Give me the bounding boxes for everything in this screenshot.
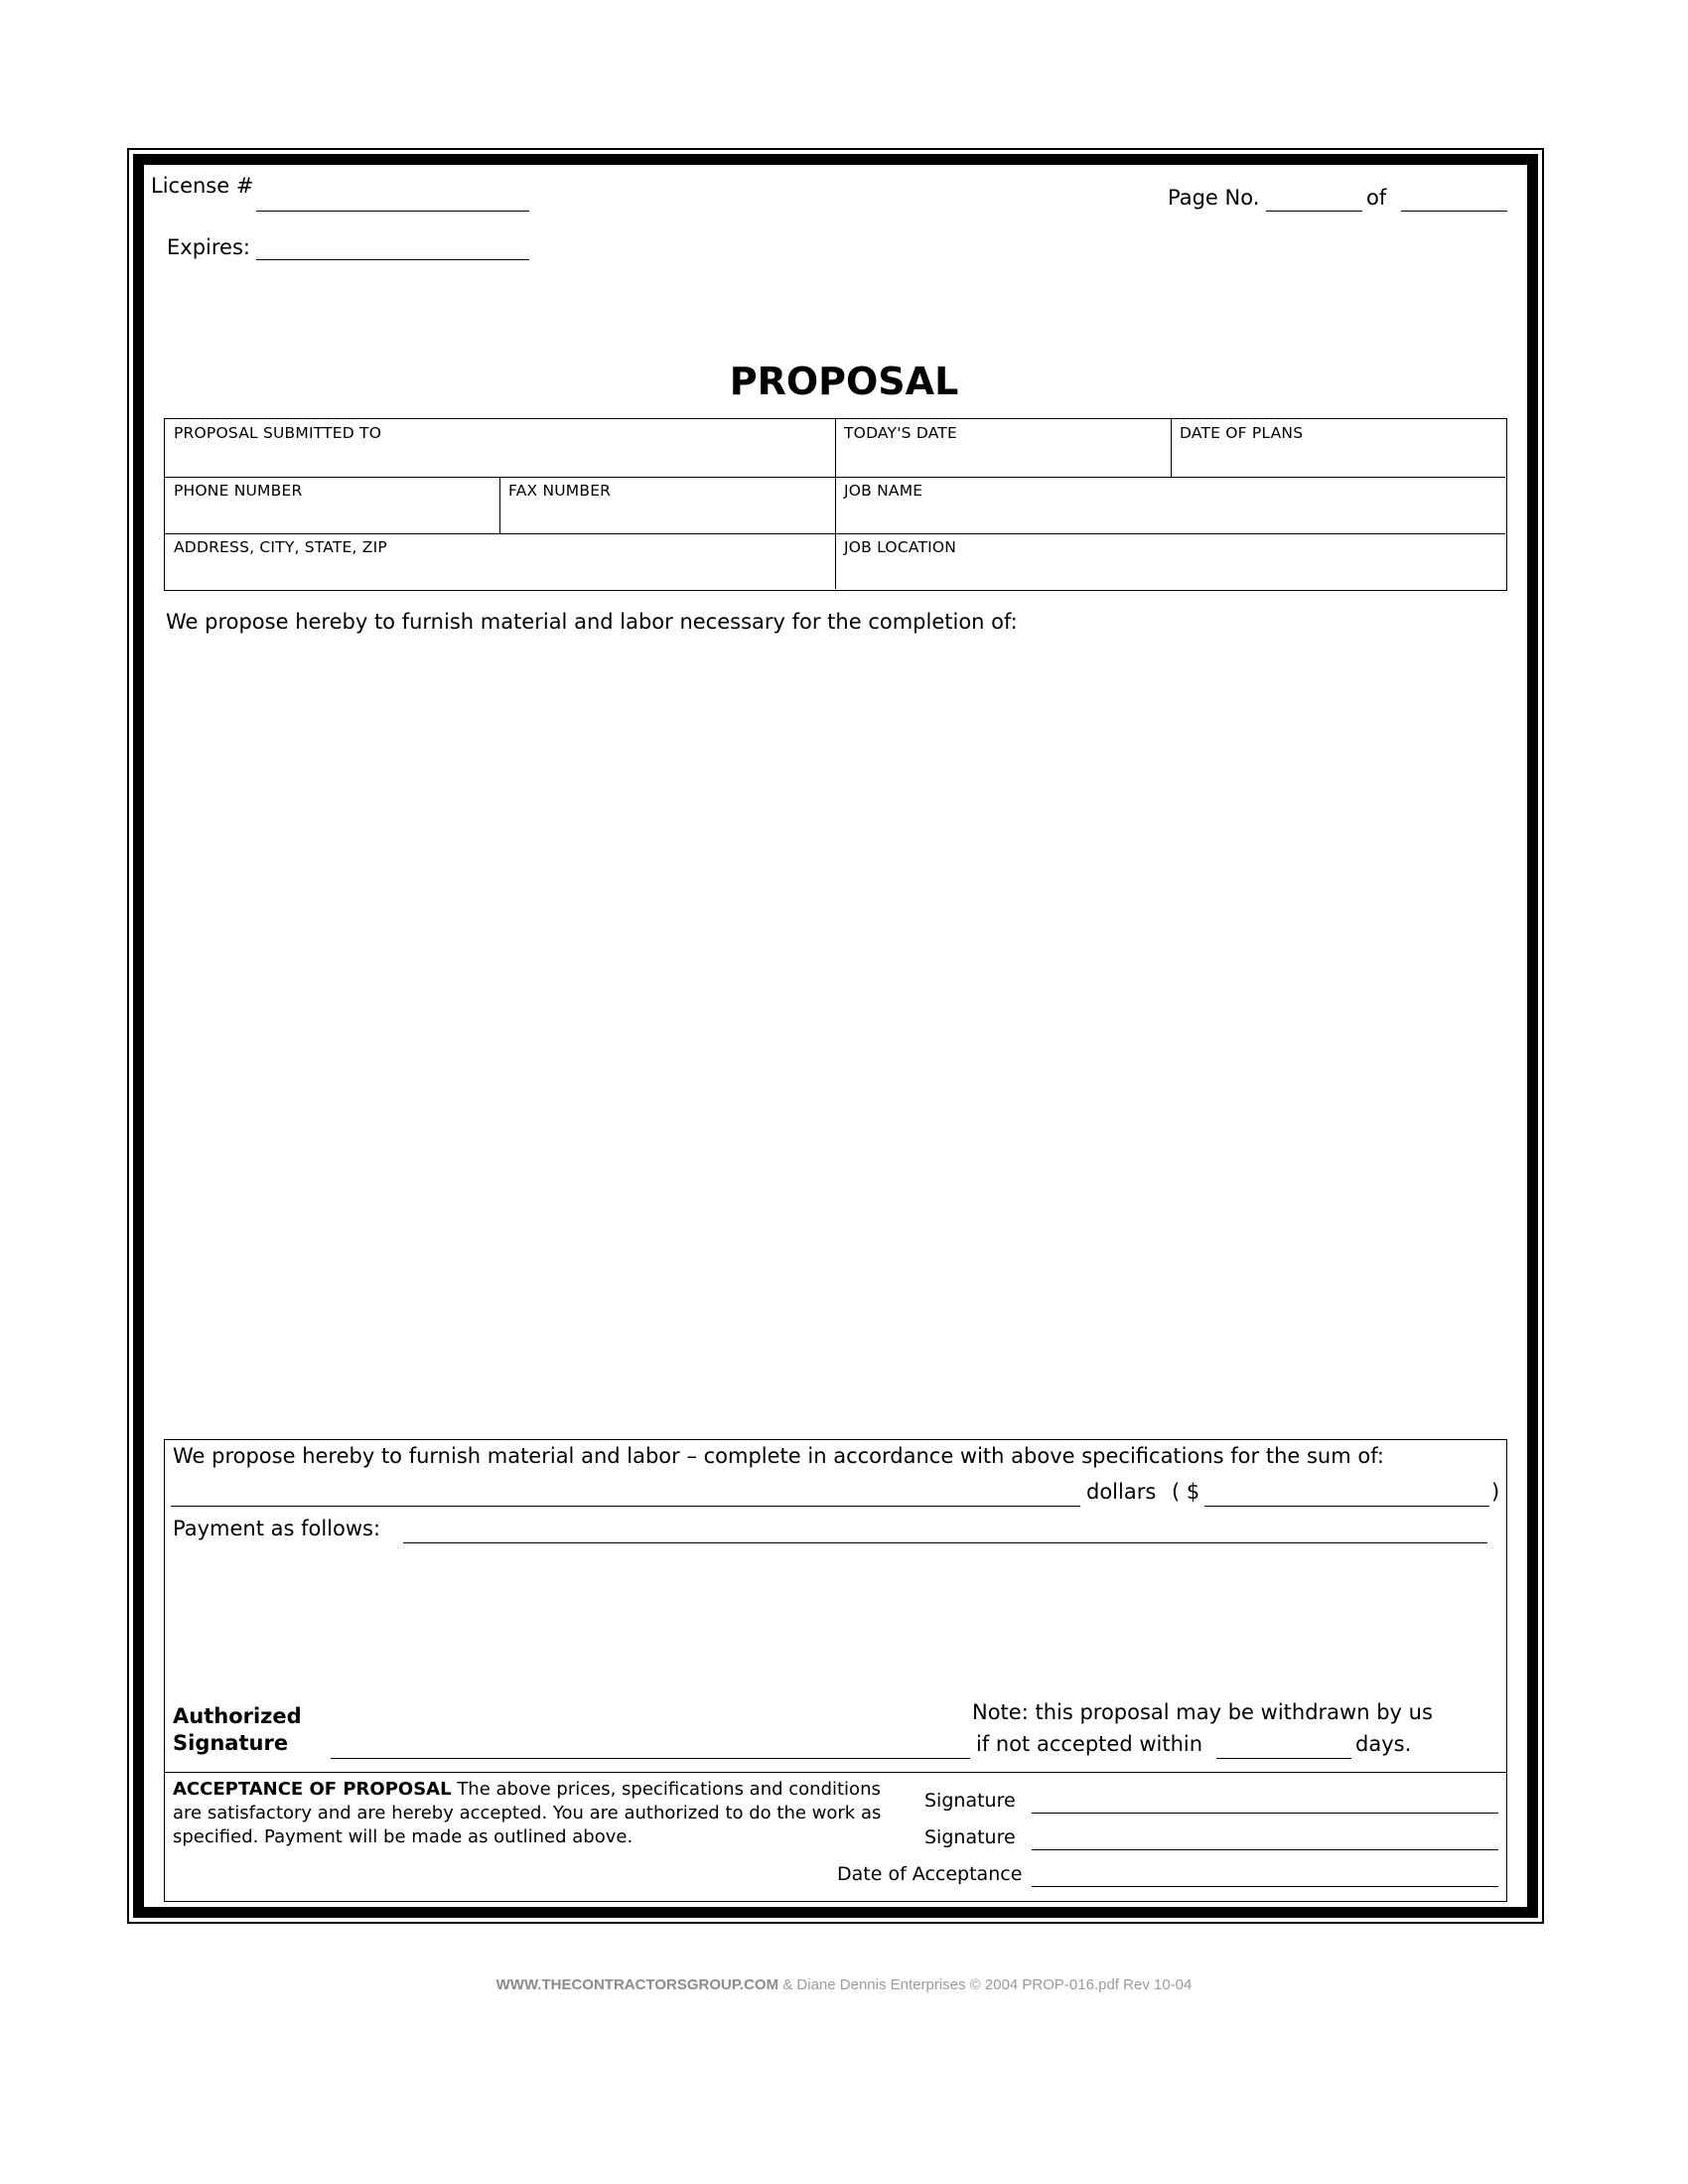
sum-intro-text: We propose hereby to furnish material and labor – complete in accordance with above specifications for the sum of: xyxy=(173,1444,1384,1468)
address-field[interactable] xyxy=(165,533,835,589)
fax-number-label: FAX NUMBER xyxy=(508,482,612,500)
sum-in-words-field[interactable] xyxy=(171,1506,1080,1507)
acceptance-statement xyxy=(173,1778,888,1849)
proposal-submitted-to-label: PROPOSAL SUBMITTED TO xyxy=(174,424,382,442)
acceptance-body: The above prices, specifications and conditions are satisfactory and are hereby accepted. You are authorized to do the work as specified. Payment will be made as outlined above. xyxy=(173,1779,882,1847)
acceptance-signature2-field[interactable] xyxy=(1032,1849,1498,1850)
withdrawal-note-line1: Note: this proposal may be withdrawn by us xyxy=(972,1700,1433,1724)
footer-copyright: & Diane Dennis Enterprises © 2004 PROP-016.pdf Rev 10-04 xyxy=(778,1976,1193,1993)
signature1-label: Signature xyxy=(924,1790,1016,1812)
proposal-info-table xyxy=(164,418,1507,591)
scope-intro-text: We propose hereby to furnish material and labor necessary for the completion of: xyxy=(166,610,1018,634)
job-location-label: JOB LOCATION xyxy=(844,538,957,556)
job-name-label: JOB NAME xyxy=(844,482,923,500)
acceptance-days-field[interactable] xyxy=(1216,1758,1351,1759)
sum-amount-field[interactable] xyxy=(1204,1506,1489,1507)
job-location-field[interactable] xyxy=(835,533,1505,589)
scope-description-area[interactable] xyxy=(164,655,1507,1410)
signature2-label: Signature xyxy=(924,1826,1016,1848)
page-title: PROPOSAL xyxy=(729,360,959,403)
todays-date-field[interactable] xyxy=(835,419,1171,477)
proposal-submitted-to-field[interactable] xyxy=(165,419,835,477)
job-name-field[interactable] xyxy=(835,477,1505,533)
page-of-label: of xyxy=(1366,186,1387,210)
authorized-label-line1: Authorized xyxy=(173,1704,302,1728)
phone-number-field[interactable] xyxy=(165,477,499,533)
dollar-close-paren: ) xyxy=(1491,1480,1500,1504)
date-of-acceptance-label: Date of Acceptance xyxy=(837,1863,1023,1885)
page-no-label: Page No. xyxy=(1168,186,1260,210)
dollars-label: dollars xyxy=(1086,1480,1157,1504)
authorized-signature-field[interactable] xyxy=(331,1758,970,1759)
expires-label: Expires: xyxy=(167,235,250,259)
phone-number-label: PHONE NUMBER xyxy=(174,482,303,500)
acceptance-heading: ACCEPTANCE OF PROPOSAL xyxy=(173,1779,452,1800)
withdrawal-note-suffix: days. xyxy=(1355,1732,1412,1756)
todays-date-label: TODAY'S DATE xyxy=(844,424,957,442)
payment-terms-field[interactable] xyxy=(403,1542,1487,1543)
page-number-field[interactable] xyxy=(1266,211,1362,212)
acceptance-divider xyxy=(164,1772,1507,1773)
payment-label: Payment as follows: xyxy=(173,1517,381,1540)
fax-number-field[interactable] xyxy=(499,477,835,533)
footer-credit xyxy=(0,1976,1688,1993)
date-of-acceptance-field[interactable] xyxy=(1032,1886,1498,1887)
address-label: ADDRESS, CITY, STATE, ZIP xyxy=(174,538,387,556)
authorized-label-line2: Signature xyxy=(173,1731,289,1755)
license-label: License # xyxy=(151,174,254,198)
expires-field[interactable] xyxy=(256,259,529,260)
dollar-sign-label: ( $ xyxy=(1172,1480,1200,1504)
withdrawal-note-prefix: if not accepted within xyxy=(976,1732,1203,1756)
date-of-plans-field[interactable] xyxy=(1171,419,1505,477)
acceptance-signature1-field[interactable] xyxy=(1032,1813,1498,1814)
license-number-field[interactable] xyxy=(256,211,529,212)
page-total-field[interactable] xyxy=(1401,211,1507,212)
footer-site-link[interactable]: WWW.THECONTRACTORSGROUP.COM xyxy=(495,1976,779,1993)
date-of-plans-label: DATE OF PLANS xyxy=(1180,424,1304,442)
